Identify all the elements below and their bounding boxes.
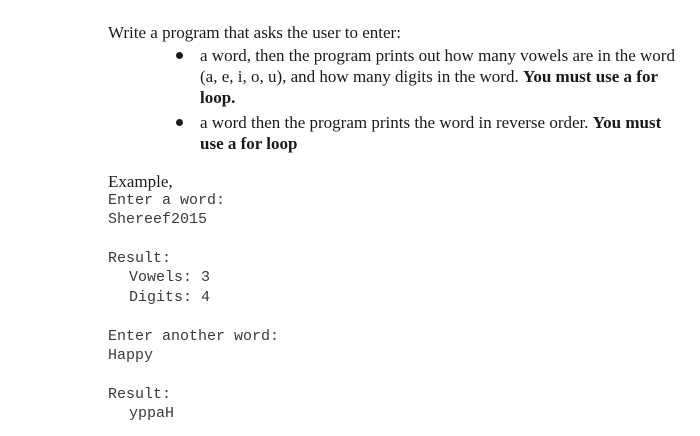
requirement-1-line-3-emphasis: loop. bbox=[200, 88, 236, 107]
requirement-2-line-1-emphasis: You must bbox=[592, 113, 662, 132]
bullet-icon bbox=[176, 52, 183, 59]
example-label: Example, bbox=[108, 172, 173, 191]
requirement-1-line-2-text: (a, e, i, o, u), and how many digits in the word. bbox=[200, 67, 523, 86]
requirement-2-line-2-emphasis: use a for loop bbox=[200, 134, 298, 153]
requirement-2-line-2 bbox=[200, 133, 700, 154]
requirement-1-line-2-emphasis: You must use a for bbox=[522, 67, 659, 86]
example-prompt-2: Enter another word: bbox=[108, 328, 280, 345]
example-vowels-line: Vowels: 3 bbox=[129, 269, 211, 286]
requirement-vowels-digits bbox=[172, 45, 700, 108]
example-result-2-label: Result: bbox=[108, 386, 172, 403]
example-output-2: yppaH bbox=[129, 405, 175, 422]
requirement-1-line-3 bbox=[200, 87, 700, 108]
requirement-2-line-1-text: a word then the program prints the word in reverse order. bbox=[200, 113, 593, 132]
example-prompt-1: Enter a word: bbox=[108, 192, 226, 209]
example-result-1-label: Result: bbox=[108, 250, 172, 267]
example-digits-line: Digits: 4 bbox=[129, 289, 211, 306]
requirement-reverse bbox=[172, 112, 700, 154]
requirements-list bbox=[172, 45, 700, 158]
intro-text: Write a program that asks the user to enter: bbox=[108, 23, 401, 42]
example-input-2: Happy bbox=[108, 347, 154, 364]
requirement-1-line-2 bbox=[200, 66, 700, 87]
example-input-1: Shereef2015 bbox=[108, 211, 208, 228]
bullet-icon bbox=[176, 119, 183, 126]
requirement-1-line-1: a word, then the program prints out how many vowels are in the word bbox=[200, 46, 675, 65]
requirement-2-line-1 bbox=[200, 112, 700, 133]
